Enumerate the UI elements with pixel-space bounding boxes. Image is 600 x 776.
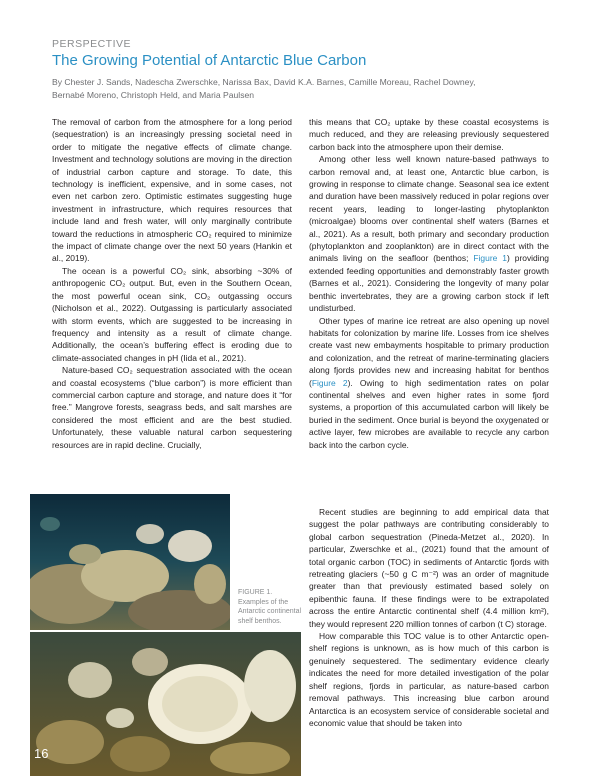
page-number: 16 — [34, 746, 49, 761]
paragraph: The ocean is a powerful CO₂ sink, absorbing ~30% of anthropogenic CO₂ output. But, even in the Southern Ocean, the most powerful ocean sink, CO₂ outgassing occurs (Nicholson et al., 2022). Outgassing is particularly associated with storm events, which are suggested to be increasing in frequency and intensity as a result of climate change. Additionally, the ocean’s buffering effect is eroding due to climate-associated changes in pH (Iida et al., 2021). — [52, 265, 292, 363]
figure-1-link[interactable]: Figure 1 — [473, 253, 507, 264]
section-kicker: PERSPECTIVE — [52, 38, 132, 50]
author-line: Bernabé Moreno, Christoph Held, and Maria Paulsen — [52, 89, 255, 100]
paragraph: this means that CO₂ uptake by these coastal ecosystems is much reduced, and they are releasing previously sequestered carbon back into the atmosphere upon their demise. — [309, 117, 549, 152]
paragraph-text: Among other less well known nature-based pathways to carbon removal and, at least one, Antarctic blue carbon, is growing in response to climate change. Seasonal sea ice extent and duration have been massively reduced in polar regions over recent years, leading to longer-lasting phytoplankton (microalgae) blooms over continental shelf waters (Barnes et al., 2021). As a result, both primary and secondary production (phytoplankton and zooplankton) are in direct contact with the animals living on the seafloor (benthos; — [309, 154, 549, 264]
paragraph-text: ). Owing to high sedimentation rates on polar continental shelves and even higher rates in some fjord systems, a proportion of this accumulated carbon will likely be buried in the sediment. Once burial is beyond the oxygenated or active layer, few microbes are available to recycle any carbon back into the carbon cycle. — [309, 377, 550, 450]
paragraph: How comparable this TOC value is to other Antarctic open-shelf regions is unknown, as is how much of this carbon is genuinely sequestered. The sedimentary evidence clearly indicates the need for more detailed investigation of the polar shelf regions, fjords in particular, as nature-based carbon removal pathways. This increasing blue carbon around Antarctica is an ecosystem service of considerable societal and economic value that should be taken into — [309, 631, 549, 728]
paragraph-text: ) providing extended feeding opportunities and demonstrably faster growth (Barnes et al., 2021). Considering the longevity of many polar benthic invertebrates, they are a growing carbon stock if left undisturbed. — [309, 253, 549, 314]
article-title: The Growing Potential of Antarctic Blue Carbon — [52, 52, 367, 69]
paragraph: Recent studies are beginning to add empirical data that suggest the polar pathways are contributing considerably to global carbon sequestration (Pineda-Metzet al., 2020). In particular, Zwerschke et al., (2021) found that the amount of total organic carbon (TOC) in sediments of Antarctic fjords with retreating glaciers (~50 g C m⁻²) was an order of magnitude greater than that previously estimated based solely on epibenthic fauna. If these findings were to be extrapolated across the entire Antarctic continental shelf (4.4 million km²), they would represent 220 million tonnes of carbon (t C) storage. — [309, 507, 549, 629]
body-column-right-bottom — [309, 506, 549, 729]
author-list — [52, 76, 552, 101]
paragraph: The removal of carbon from the atmosphere for a long period (sequestration) is an increasingly pressing societal need in order to mitigate the negative effects of climate change. Investment and technology solutions are moving in the direction of industrial carbon capture and storage. To date, this technology is inefficient, expensive, and in some cases, not even net carbon zero. Optimistic estimates suggesting huge investment in infrastructure, which requires resources that include land and fresh water, will only marginally contribute toward the reductions in atmospheric CO₂ required to minimize the impact of climate change over the next 50 years (Hankin et al., 2019). — [52, 117, 292, 264]
figure-caption: FIGURE 1. Examples of the Antarctic continental shelf benthos. — [238, 589, 302, 625]
author-line: By Chester J. Sands, Nadescha Zwerschke, Narissa Bax, David K.A. Barnes, Camille Moreau, Rachel Downey, — [52, 77, 476, 87]
body-column-right-top — [309, 116, 549, 451]
paragraph — [309, 315, 549, 451]
paragraph-text: Other types of marine ice retreat are also opening up novel habitats for colonization by marine life. Losses from ice shelves create vast new embayments hospitable to primary production and colonization, and the retreat of marine-terminating glaciers along fjords provides new and increasing habitat for benthos ( — [309, 315, 549, 388]
benthos-photo-1 — [30, 494, 230, 630]
body-column-left — [52, 116, 292, 451]
paragraph — [309, 153, 549, 314]
paragraph: Nature-based CO₂ sequestration associated with the ocean and coastal ecosystems (“blue carbon”) is more efficient than commercial carbon capture and storage, and nature does it “for free.” Mangrove forests, seagrass beds, and salt marshes are considered the most efficient and are the best studied. Unfortunately, these valuable natural carbon sequestering resources are in rapid decline. Crucially, — [52, 365, 292, 450]
benthos-photo-2 — [30, 632, 301, 776]
figure-2-link[interactable]: Figure 2 — [311, 377, 348, 388]
